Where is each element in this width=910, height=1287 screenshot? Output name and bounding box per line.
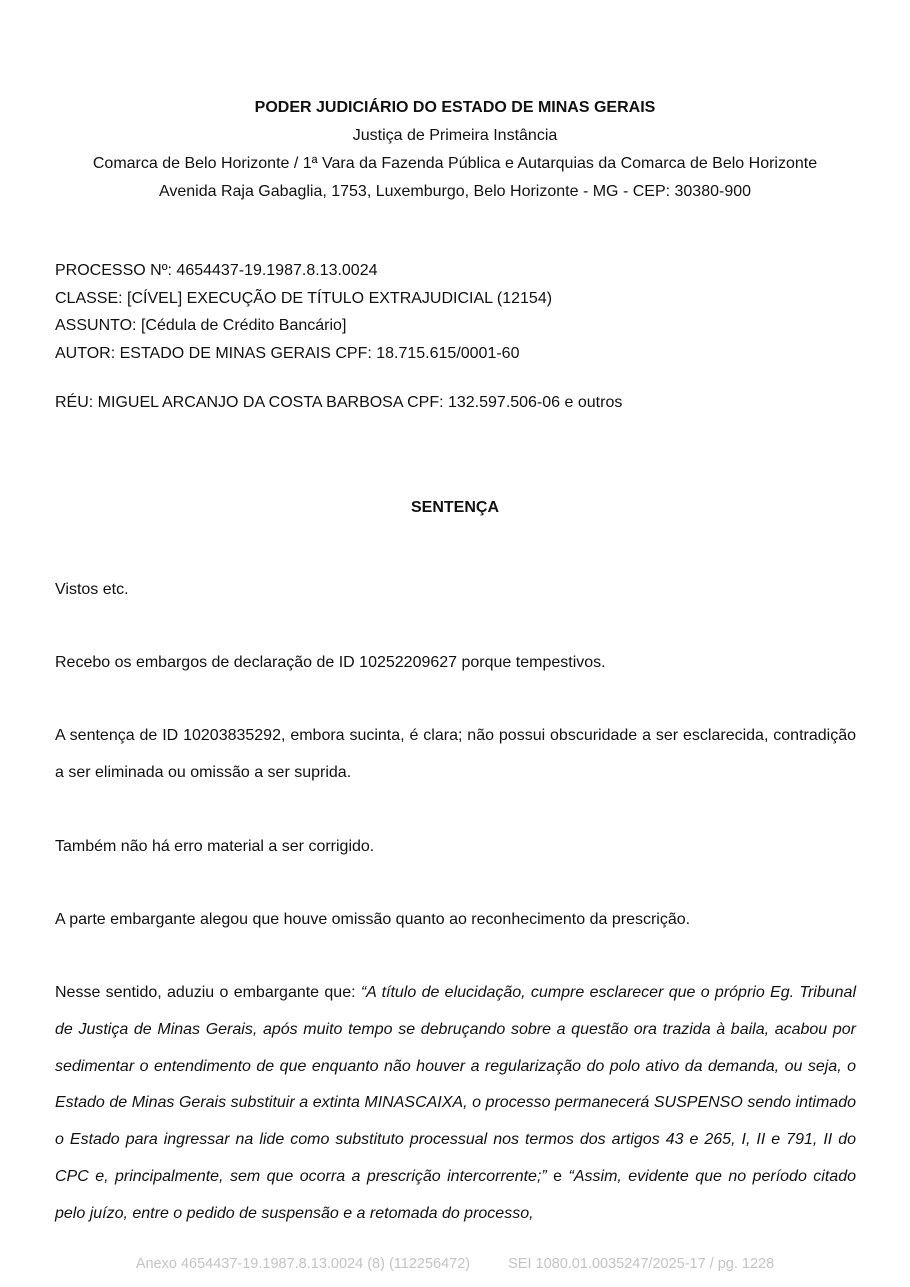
paragraph-vistos: Vistos etc. [55,581,129,598]
process-number: PROCESSO Nº: 4654437-19.1987.8.13.0024 [55,262,378,279]
footer-sei: SEI 1080.01.0035247/2025-17 / pg. 1228 [508,1256,775,1272]
page-footer [0,1256,910,1272]
paragraph-omissao: A parte embargante alegou que houve omissão quanto ao reconhecimento da prescrição. [55,911,691,928]
process-class: CLASSE: [CÍVEL] EXECUÇÃO DE TÍTULO EXTRAJUDICIAL (12154) [55,289,553,307]
quote-join: e [546,1167,569,1185]
paragraph-erro-material: Também não há erro material a ser corrigido. [55,838,375,855]
document-title: SENTENÇA [410,499,499,516]
paragraph-embargos: Recebo os embargos de declaração de ID 10252209627 porque tempestivos. [55,654,606,671]
process-subject: ASSUNTO: [Cédula de Crédito Bancário] [55,317,347,334]
process-defendant: RÉU: MIGUEL ARCANJO DA COSTA BARBOSA CPF: 132.597.506-06 e outros [55,394,623,411]
paragraph-sentenca: A sentença de ID 10203835292, embora sucinta, é clara; não possui obscuridade a ser esclarecida, contradição a ser eliminada ou omissão a ser suprida. [55,727,856,781]
comarca-line: Comarca de Belo Horizonte / 1ª Vara da Fazenda Pública e Autarquias da Comarca de Belo Horizonte [92,155,818,172]
quote-tribunal: “A título de elucidação, cumpre esclarecer que o próprio Eg. Tribunal de Justiça de Minas Gerais, após muito tempo se debruçando sobre a questão ora trazida à baila, acabou por sedimentar o entendimento de que enquanto não houver a regularização do polo ativo da demanda, ou seja, o Estado de Minas Gerais substituir a extinta MINASCAIXA, o processo permanecerá SUSPENSO sendo intimado o Estado para ingressar na lide como substituto processual nos termos dos artigos 43 e 265, I, II e 791, II do CPC e, principalmente, sem que ocorra a prescrição intercorrente;” [55,984,856,1185]
document-header [0,94,910,206]
court-name: PODER JUDICIÁRIO DO ESTADO DE MINAS GERAIS [254,99,656,116]
paragraph-aduziu [55,975,856,1233]
address-line: Avenida Raja Gabaglia, 1753, Luxemburgo, Belo Horizonte - MG - CEP: 30380-900 [158,183,752,200]
instance-line: Justiça de Primeira Instância [352,127,558,144]
aduziu-intro: Nesse sentido, aduziu o embargante que: [55,984,361,1001]
process-info [55,257,552,367]
footer-annex: Anexo 4654437-19.1987.8.13.0024 (8) (112256472) [135,1256,471,1272]
process-author: AUTOR: ESTADO DE MINAS GERAIS CPF: 18.715.615/0001-60 [55,344,520,362]
quote-assim: “Assim, evidente que no período citado pelo juízo, entre o pedido de suspensão e a retomada do processo, [55,1167,856,1222]
